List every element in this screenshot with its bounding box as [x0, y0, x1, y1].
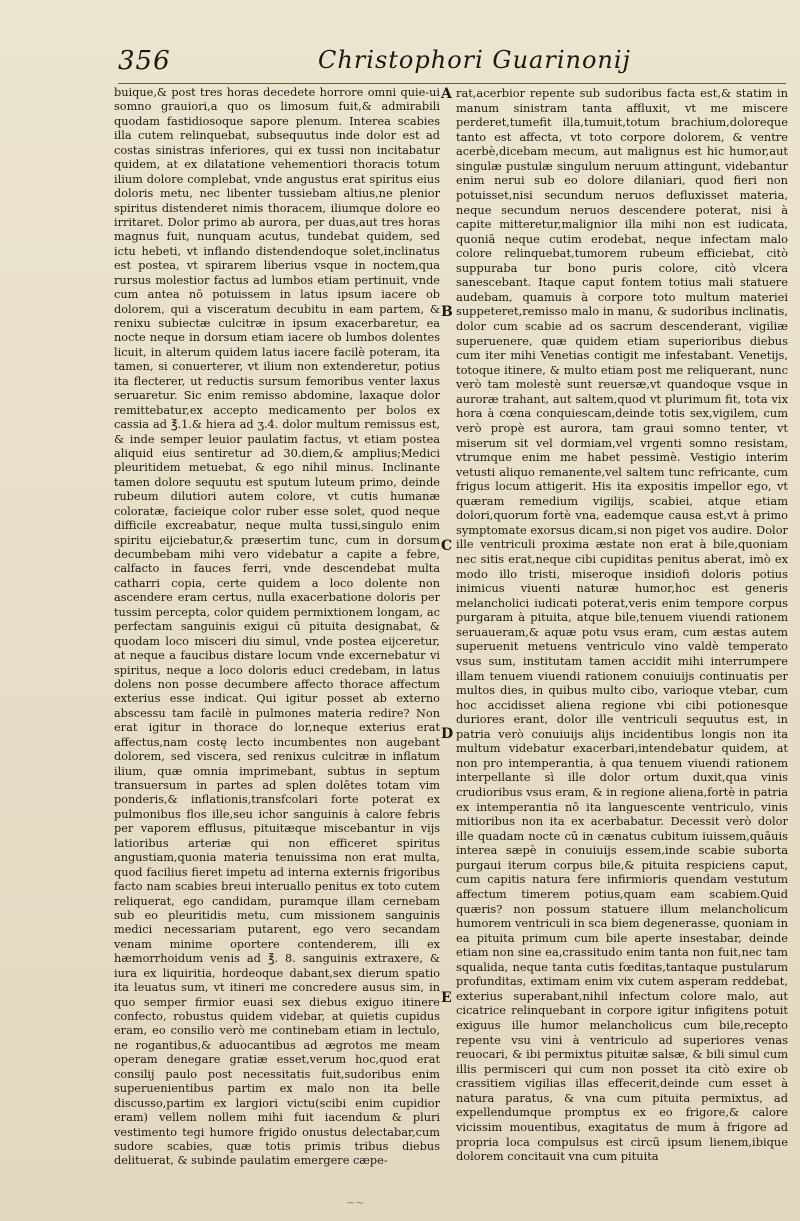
page-number: 356	[118, 46, 171, 76]
section-letter-a: A	[441, 86, 452, 102]
text-column-right	[456, 86, 788, 1164]
header-rule	[118, 83, 786, 84]
running-title: Christophori Guarinonij	[318, 46, 631, 74]
page-header	[118, 42, 758, 82]
section-letter-c: C	[441, 538, 453, 554]
footer-mark: ~~	[346, 1196, 365, 1209]
section-letter-b: B	[441, 304, 453, 320]
section-letter-e: E	[441, 990, 452, 1006]
text-column-left	[114, 86, 440, 1169]
section-letter-d: D	[441, 726, 454, 742]
right-column-text: rat,acerbior repente sub sudoribus facta est,& statim in manum sinistram tanta affluxit, vt me miscere perderet,tumefit illa,tumuit,totum brachium,doloreque tanto est affecta, vt toto corpore dolorem, & ventre acerbè,dicebam mecum, aut malignus est hic humor,aut singulæ pustulæ singulum neruum attingunt, videbantur enim nerui sub eo dolore dilaniari, quod fieri non potuisset,nisi secundum neruos defluxisset materia, neque secundum neruos descendere poterat, nisi à capite mitteretur,malignior illa mihi non est iudicata, quoniā neque cutim erodebat, neque infectam malo colore relinquebat,tumorem rubeum efficiebat, citò suppuraba tur bono puris colore, citò vlcera sanescebant. Itaque caput fontem totius mali statuere audebam, quamuis à corpore toto multum materiei suppeteret,remisso malo in manu, & sudoribus inclinatis, dolor cum scabie ad os sacrum descenderant, vigiliæ superuenere, quæ quidem etiam superioribus diebus cum iter mihi Venetias contigit me infestabant. Venetijs, totoque itinere, & multo etiam post me reliquerant, nunc verò tam molestè sunt reuersæ,vt quandoque vsque in auroræ trahant, aut saltem,quod vt plurimum fit, tota vix hora à cœna conquiescam,deinde totis sex,vigilem, cum verò propè est aurora, tam graui somno tenter, vt miserum sit vel dormiam,vel vrgenti somno resistam, vtrumque enim me habet pessimè. Vestigio interim vetusti aliquo remanente,vel saltem tunc refricante, cum frigus locum attigerit. His ita expositis impellor ego, vt quæram remedium vigilijs, scabiei, atque etiam dolori,quorum fortè vna, eademque causa est,vt à primo symptomate exorsus dicam,si non piget vos audire. Dolor ille ventriculi proxima æstate non erat à bile,quoniam nec sitis erat,neque cibi cupiditas penitus aberat, imò ex modo illo tristi, miseroque insidiofi doloris potius inimicus viuenti naturæ humor,hoc est generis melancholici iudicati poterat,veris enim tempore corpus purgaram à pituita, atque bile,tenuem viuendi rationem seruaueram,& aquæ potu vsus eram, cum æstas autem superuenit metuens ventriculo vino valdè temperato vsus sum, institutam tamen accidit mihi interrumpere illam tenuem viuendi rationem conuiuijs continuatis per multos dies, in quibus multo cibo, varioque vtebar, cum hoc accidisset aliena regione vbi cibi potionesque duriores erant, dolor ille ventriculi sequutus est, in patria verò conuiuijs alijs incidentibus longis non ita multum videbatur exacerbari,intendebatur quidem, at non pro intemperantia, à qua tenuem viuendi rationem interpellante sì ille dolor ortum duxit,qua vinis crudioribus vsus eram, & in regione aliena,fortè in patria ex intemperantia nō ita languescente ventriculo, vinis mitioribus non ita ex acerbabatur. Decessit verò dolor ille quadam nocte cū in cænatus cubitum iuissem,quāuis interea sæpè in conuiuijs essem,inde scabie suborta purgaui iterum corpus bile,& pituita respiciens caput, cum capitis natura fere infirmioris quendam vestutum affectum timerem potius,quam eam scabiem.Quid quæris? non possum statuere illum melancholicum humorem ventriculi in sca biem degenerasse, quoniam in ea pituita primum cum bile aperte insestabar, deinde etiam non sine ea,crassitudo enim tanta non fuit,nec tam squalida, neque tanta cutis fœditas,tantaque pustularum profunditas, extimam enim vix cutem asperam reddebat, exterius superabant,nihil infectum colore malo, aut cicatrice relinquebant in corpore igitur infigitens potuit exiguus ille humor melancholicus cum bile,recepto repente vsu vini à ventriculo ad superiores venas reuocari, & ibi permixtus pituitæ salsæ, & bili simul cum illis permisceri qui cum non posset ita citò exire ob crassitiem vigilias illas effecerit,deinde cum esset à natura paratus, & vna cum pituita permixtus, ad expellendumque promptus ex eo frigore,& calore vicissim mouentibus, exagitatus de mum à frigore ad propria loca compulsus est circū ipsum lienem,ibique dolorem concitauit vna cum pituita	[456, 86, 788, 1164]
left-column-text: buique,& post tres horas decedete horrore omni quie-ui somno grauiori,a quo os limosum fuit,& admirabili quodam fastidiosoque sapore plenum. Interea scabies illa cutem relinquebat, subsequutus inde dolor est ad costas sinistras inferiores, qui ex tussi non incitabatur quidem, at ex dilatatione vehementiori thoracis totum ilium dolore complebat, vnde angustus erat spiritus eius doloris metu, nec libenter tussiebam altius,ne plenior spiritus distenderet nimis thoracem, iliumque dolore eo irritaret. Dolor primo ab aurora, per duas,aut tres horas magnus fuit, nunquam acutus, tundebat quidem, sed ictu hebeti, vt inflando distendendoque solet,inclinatus est postea, vt spirarem liberius vsque in noctem,qua rursus molestior factus ad lumbos etiam pertinuit, vnde cum antea nō potuissem in latus ipsum iacere ob dolorem, qui a visceratum decubitu in eam partem, & renixu subiectæ culcitræ in ipsum exacerbaretur, ea nocte neque in dorsum etiam iacere ob lumbos dolentes licuit, in alterum quidem latus iacere facilè poteram, ita tamen, si conuerterer, vt ilium non extenderetur, potius ita flecterer, ut reductis sursum femoribus venter laxus seruaretur. Sic enim remisso abdomine, laxaque dolor remittebatur,ex accepto medicamento per bolos ex cassia ad ℥.1.& hiera ad ʒ.4. dolor multum remissus est, & inde semper leuior paulatim factus, vt etiam postea aliquid eius sentiretur ad 30.diem,& amplius;Medici pleuritidem metuebat, & ego nihil minus. Inclinante tamen dolore sequutu est sputum luteum primo, deinde rubeum dilutiori autem colore, vt cutis humanæ coloratæ, facieique color ruber esse solet, quod neque difficile excreabatur, neque multa tussi,singulo enim spiritu eijciebatur,& præsertim tunc, cum in dorsum decumbebam mihi vero videbatur a capite a febre, calfacto in fauces ferri, vnde descendebat multa catharri copia, certe quidem a loco dolente non ascendere eram certus, nulla exacerbatione doloris per tussim percepta, color quidem permixtionem longam, ac perfectam sanguinis exigui cū pituita designabat, & quodam loco misceri diu simul, vnde postea eijceretur, at neque a faucibus distare locum vnde excernebatur vi spiritus, neque a loco doloris educi credebam, in latus dolens non posse decumbere affecto thorace affectum exterius esse indicat. Qui igitur posset ab externo abscessu tam facilè in pulmones materia redire? Non erat igitur in thorace do lor,neque exterius erat affectus,nam costę lecto incumbentes non augebant dolorem, sed viscera, sed renixus culcitræ in inflatum ilium, quæ omnia imprimebant, subtus in septum transuersum in partes ad splen dolētes totam vim ponderis,& inflationis,transfcolari forte poterat ex pulmonibus flos ille,seu ichor sanguinis à calore febris per vaporem efflusus, pituitæque miscebantur in vijs latioribus arteriæ qui non efficeret spiritus angustiam,quonia materia tenuissima non erat multa, quod facilius fieret impetu ad interna externis frigoribus facto nam scabies breui interuallo penitus ex toto cutem reliquerat, ego candidam, puramque illam cernebam sub eo pleuritidis metu, cum missionem sanguinis medici necessariam putarent, ego vero secandam venam minime oportere contenderem, illi ex hæmorrhoidum venis ad ℥. 8. sanguinis extraxere, & iura ex liquiritia, hordeoque dabant,sex dierum spatio ita leuatus sum, vt itineri me concredere ausus sim, in quo semper firmior euasi sex diebus exiguo itinere confecto, robustus quidem videbar, at quietis cupidus eram, eo consilio verò me continebam etiam in lectulo, ne rogantibus,& aduocantibus ad ægrotos me meam operam denegare gratiæ esset,verum hoc,quod erat consilij paulo post necessitatis fuit,sudoribus enim superuenientibus partim ex malo non ita belle discusso,partim ex largiori victu(scibi enim cupidior eram) vellem nollem mihi fuit iacendum & pluri vestimento tegi humore frigido onustus delectabar,cum sudore scabies, quæ totis primis tribus diebus delituerat, & subinde paulatim emergere cæpe-	[114, 86, 440, 1168]
